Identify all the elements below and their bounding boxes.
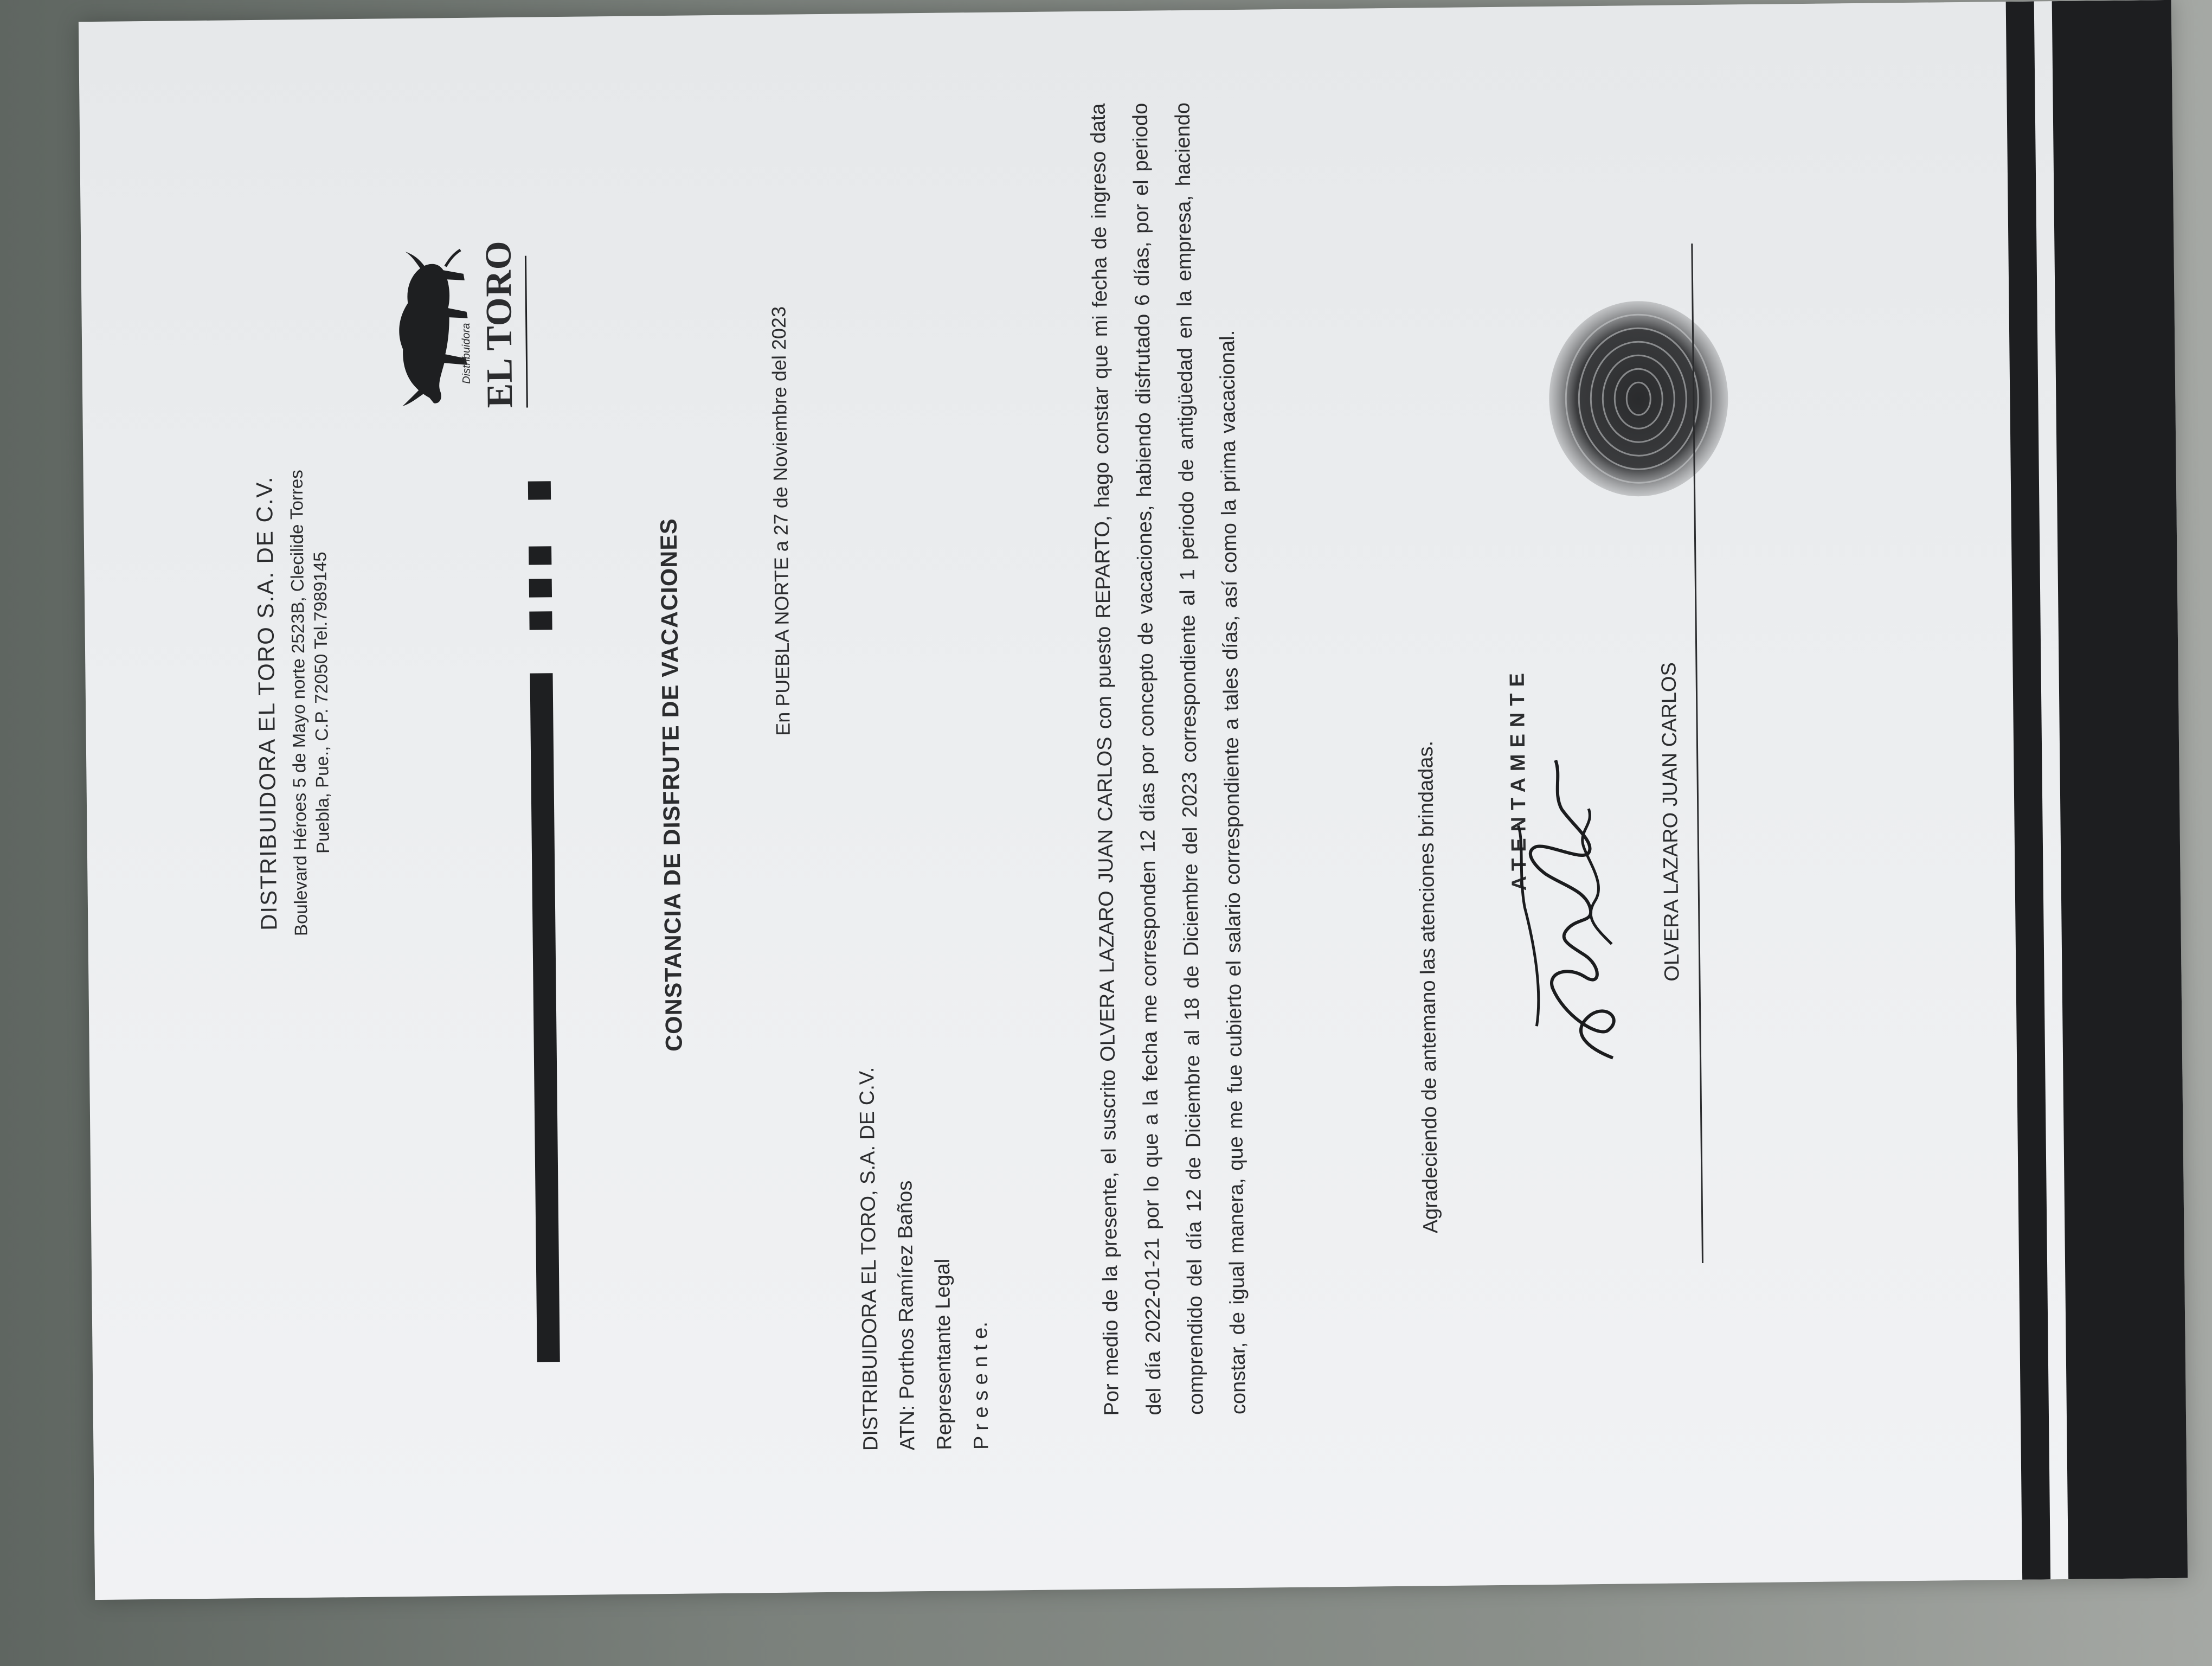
- handwritten-signature: [1501, 743, 1635, 1080]
- body-paragraph: Por medio de la presente, el suscrito OLVERA LAZARO JUAN CARLOS con puesto REPARTO, hago constar que mi fecha de ingreso data del día 2022-01-21 por lo que a la fecha me corresponden 12 días por concepto de vacaciones, habiendo disfrutado 6 días, por el periodo comprendido del día 12 de Diciembre al 18 de Diciembre del 2023 correspondiente al 1 periodo de antigüedad en la empresa, haciendo constar, de igual manera, que me fue cubierto el salario correspondiente a tales días, así como la prima vacacional.: [1086, 102, 1250, 1416]
- addressee-role: Representante Legal: [931, 1258, 956, 1450]
- letterhead-company: DISTRIBUIDORA EL TORO S.A. DE C.V.: [251, 476, 282, 931]
- header-bar: [529, 546, 551, 565]
- header-bar: [529, 579, 552, 597]
- header-bar: [529, 611, 552, 630]
- addressee-company: DISTRIBUIDORA EL TORO, S.A. DE C.V.: [856, 1067, 883, 1451]
- thanks-line: Agradeciendo de antemano las atenciones brindadas.: [1414, 740, 1443, 1234]
- document-title: CONSTANCIA DE DISFRUTE DE VACACIONES: [655, 518, 687, 1052]
- addressee-attn: ATN: Porthos Ramírez Baños: [893, 1180, 919, 1451]
- addressee-presente: P r e s e n t e.: [969, 1321, 993, 1450]
- document-paper: [79, 0, 2188, 1600]
- header-bar: [530, 673, 560, 1362]
- letterhead-address: Boulevard Héroes 5 de Mayo norte 2523B, Clecilide Torres: [286, 470, 311, 937]
- company-logo: [394, 104, 538, 409]
- closing-word: ATENTAMENTE: [1506, 666, 1531, 891]
- header-bar: [528, 481, 551, 499]
- fingerprint-icon: [1540, 292, 1737, 505]
- document-content: [187, 0, 2188, 1572]
- letterhead: [250, 377, 337, 1028]
- addressee-block: [848, 1066, 1000, 1451]
- signer-name: OLVERA LAZARO JUAN CARLOS: [1657, 662, 1684, 982]
- place-date: En PUEBLA NORTE a 27 de Noviembre del 2023: [767, 306, 794, 736]
- logo-brand: EL TORO: [477, 240, 520, 408]
- logo-subtext: Distribuidora: [460, 323, 473, 384]
- logo-underline-icon: [521, 251, 533, 408]
- header-bars: [527, 386, 561, 1362]
- letterhead-city: Puebla, Pue., C.P. 72050 Tel.7989145: [310, 552, 333, 854]
